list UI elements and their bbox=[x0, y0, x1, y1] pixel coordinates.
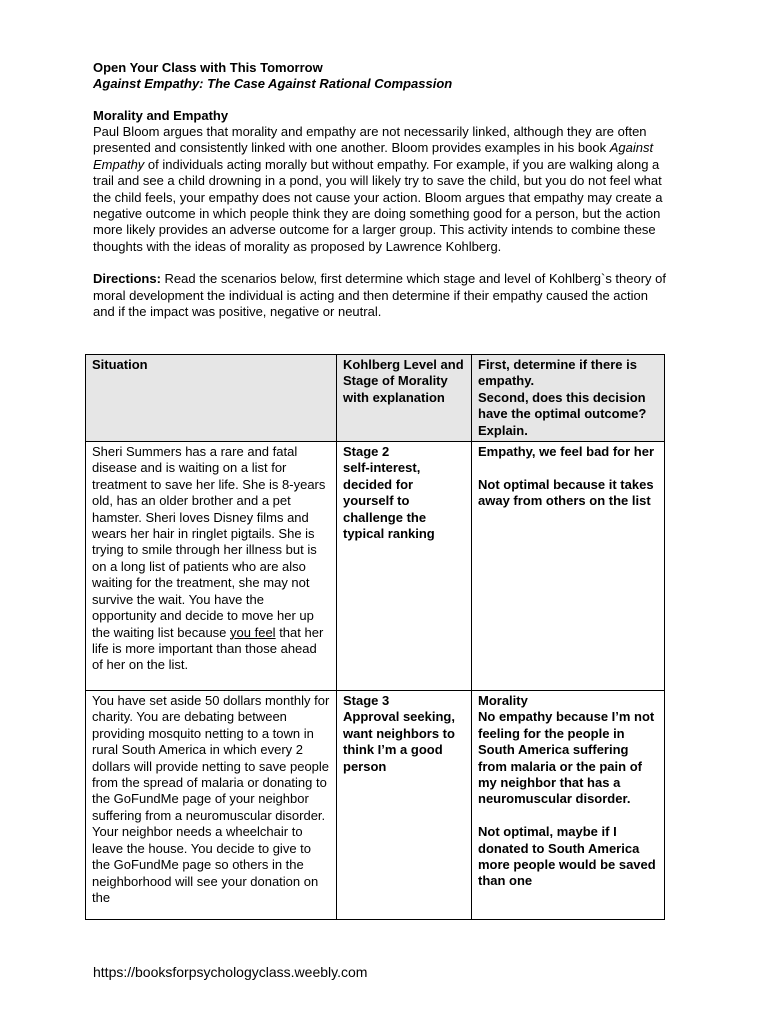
situation-text-end: that her life is more important than those ahead of her on the list. bbox=[92, 624, 324, 673]
book-title: Against Empathy bbox=[93, 140, 654, 172]
intro-paragraph bbox=[93, 124, 673, 255]
footer-url[interactable]: https://booksforpsychologyclass.weebly.com bbox=[93, 964, 368, 980]
header-empathy: First, determine if there is empathy. Second, does this decision have the optimal outcome? Explain. bbox=[472, 355, 665, 442]
page-title: Open Your Class with This Tomorrow bbox=[93, 60, 323, 75]
empathy-cell bbox=[472, 442, 665, 691]
document-page bbox=[93, 60, 673, 320]
directions-paragraph bbox=[93, 271, 673, 320]
empathy-answer: Empathy, we feel bad for her bbox=[478, 444, 655, 460]
situation-text-start: Sheri Summers has a rare and fatal disease and is waiting on a list for treatment to save her life. She is 8-years old, has an older brother and a pet hamster. Sheri loves Disney films and wears her hair in ringlet pigtails. She is trying to smile through her illness but is on a long list of patients who are also waiting for the treatment, she may not survive the wait. You have the opportunity and decide to move her up the waiting list because bbox=[92, 444, 326, 640]
situation-underline: you feel bbox=[230, 624, 276, 640]
intro-text-end: of individuals acting morally but without empathy. For example, if you are walking along a trail and see a child drowning in a pond, you will likely try to save the child, but you do not feel what the child feels, your empathy does not cause your action. Bloom argues that empathy may create a negative outcome in which people think they are doing something good for a person, but the action more likely provides an adverse outcome for a larger group. This activity intends to combine these thoughts with the ideas of morality as proposed by Lawrence Kohlberg. bbox=[93, 156, 663, 254]
empathy-answer: Morality No empathy because I’m not feeling for the people in South America suffering from malaria or the pain of my neighbor that has a neuromuscular disorder. bbox=[478, 693, 655, 807]
scenario-table bbox=[85, 354, 665, 920]
table-row bbox=[86, 691, 665, 920]
empathy-cell bbox=[472, 691, 665, 920]
header-kohlberg: Kohlberg Level and Stage of Morality with explanation bbox=[337, 355, 472, 442]
directions-label: Directions: bbox=[93, 271, 161, 287]
stage-cell: Stage 3 Approval seeking, want neighbors to think I’m a good person bbox=[337, 691, 472, 920]
table-header-row bbox=[86, 355, 665, 442]
table-row bbox=[86, 442, 665, 691]
outcome-answer: Not optimal because it takes away from others on the list bbox=[478, 476, 654, 509]
stage-cell: Stage 2 self-interest, decided for yourself to challenge the typical ranking bbox=[337, 442, 472, 691]
outcome-answer: Not optimal, maybe if I donated to South America more people would be saved than one bbox=[478, 824, 656, 889]
header-situation: Situation bbox=[86, 355, 337, 442]
directions-text: Read the scenarios below, first determine which stage and level of Kohlberg`s theory of moral development the individual is acting and then determine if their empathy caused the action and if the impact was positive, negative or neutral. bbox=[93, 271, 667, 320]
intro-text-start: Paul Bloom argues that morality and empathy are not necessarily linked, although they are often presented and consistently linked with one another. Bloom provides examples in his book bbox=[93, 124, 647, 156]
situation-cell: You have set aside 50 dollars monthly for charity. You are debating between providing mosquito netting to a town in rural South America in which every 2 dollars will provide netting to save people from the spread of malaria or donating to the GoFundMe page of your neighbor suffering from a neuromuscular disorder. Your neighbor needs a wheelchair to leave the house. You decide to give to the GoFundMe page so others in the neighborhood will see your donation on the bbox=[86, 691, 337, 920]
situation-cell bbox=[86, 442, 337, 691]
page-subtitle: Against Empathy: The Case Against Rational Compassion bbox=[93, 76, 453, 91]
section-title: Morality and Empathy bbox=[93, 108, 229, 123]
